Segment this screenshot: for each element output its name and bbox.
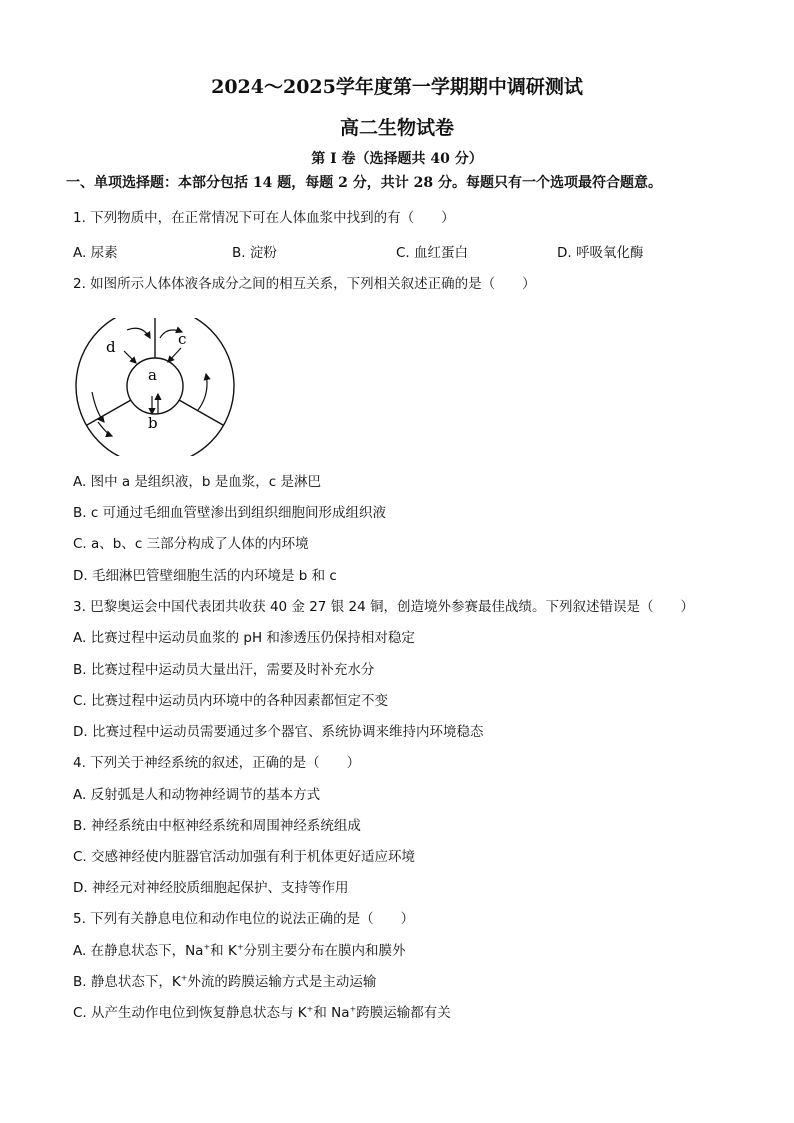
q5-b-text-2: 外流的跨膜运输方式是主动运输 xyxy=(187,974,377,990)
question-3-stem: 3. 巴黎奥运会中国代表团共收获 40 金 27 银 24 铜，创造境外参赛最佳战绩。下列叙述错误是（ ） xyxy=(73,599,694,615)
q5-c-text-2: 和 Na xyxy=(313,1005,350,1021)
label-c: c xyxy=(178,330,187,348)
q5-a-text-3: 分别主要分布在膜内和膜外 xyxy=(243,943,406,959)
question-4-stem: 4. 下列关于神经系统的叙述，正确的是（ ） xyxy=(73,755,361,771)
question-5-stem: 5. 下列有关静息电位和动作电位的说法正确的是（ ） xyxy=(73,911,415,927)
divider-right xyxy=(179,400,223,425)
exam-subtitle: 高二生物试卷 xyxy=(339,117,454,139)
q1-option-c: C. 血红蛋白 xyxy=(396,245,469,261)
q5-a-text-1: A. 在静息状态下，Na xyxy=(73,943,204,959)
exam-title: 2024～2025学年度第一学期期中调研测试 xyxy=(211,76,583,98)
label-b: b xyxy=(148,414,158,432)
q5-c-text-3: 跨膜运输都有关 xyxy=(356,1005,451,1021)
q2-option-d: D. 毛细淋巴管壁细胞生活的内环境是 b 和 c xyxy=(73,568,337,584)
q3-option-a: A. 比赛过程中运动员血浆的 pH 和渗透压仍保持相对稳定 xyxy=(73,630,415,646)
arrow-top-left xyxy=(127,328,150,338)
section-heading: 一、单项选择题：本部分包括 14 题，每题 2 分，共计 28 分。每题只有一个选项最符合题意。 xyxy=(66,175,662,191)
q3-option-b: B. 比赛过程中运动员大量出汗，需要及时补充水分 xyxy=(73,662,375,678)
q2-option-b: B. c 可通过毛细血管壁渗出到组织细胞间形成组织液 xyxy=(73,505,387,521)
question-2-stem: 2. 如图所示人体体液各成分之间的相互关系，下列相关叙述正确的是（ ） xyxy=(73,276,536,292)
q5-option-b xyxy=(73,970,376,990)
q4-option-d: D. 神经元对神经胶质细胞起保护、支持等作用 xyxy=(73,880,349,896)
q5-c-sup-2: + xyxy=(349,1004,357,1014)
arrow-left-2 xyxy=(98,422,112,436)
q5-option-c xyxy=(73,1001,451,1021)
arrow-left-1 xyxy=(92,392,104,422)
q4-option-a: A. 反射弧是人和动物神经调节的基本方式 xyxy=(73,787,321,803)
question-1-stem: 1. 下列物质中，在正常情况下可在人体血浆中找到的有（ ） xyxy=(73,210,455,226)
arrow-c-to-a xyxy=(168,348,181,362)
q5-a-sup-1: + xyxy=(203,942,211,952)
q5-a-text-2: 和 K xyxy=(210,943,237,959)
label-d: d xyxy=(106,338,116,356)
q2-option-c: C. a、b、c 三部分构成了人体的内环境 xyxy=(73,536,309,552)
divider-left xyxy=(87,400,131,425)
q3-option-c: C. 比赛过程中运动员内环境中的各种因素都恒定不变 xyxy=(73,693,389,709)
q1-option-d: D. 呼吸氧化酶 xyxy=(557,245,644,261)
q4-option-c: C. 交感神经使内脏器官活动加强有利于机体更好适应环境 xyxy=(73,849,416,865)
body-fluid-diagram-svg xyxy=(72,318,238,456)
q2-option-a: A. 图中 a 是组织液，b 是血浆，c 是淋巴 xyxy=(73,474,322,490)
label-a: a xyxy=(148,366,157,384)
arrow-right xyxy=(198,374,207,410)
part-label: 第 I 卷（选择题共 40 分） xyxy=(311,151,483,167)
q5-b-text-1: B. 静息状态下，K xyxy=(73,974,181,990)
body-fluid-diagram xyxy=(72,318,238,456)
q5-c-sup-1: + xyxy=(306,1004,314,1014)
q4-option-b: B. 神经系统由中枢神经系统和周围神经系统组成 xyxy=(73,818,361,834)
q1-option-a: A. 尿素 xyxy=(73,245,118,261)
arrow-d-to-a xyxy=(124,351,136,363)
q5-a-sup-2: + xyxy=(236,942,244,952)
q5-option-a xyxy=(73,939,406,959)
q3-option-d: D. 比赛过程中运动员需要通过多个器官、系统协调来维持内环境稳态 xyxy=(73,724,484,740)
q1-option-b: B. 淀粉 xyxy=(232,245,277,261)
q5-b-sup-1: + xyxy=(180,973,188,983)
q5-c-text-1: C. 从产生动作电位到恢复静息状态与 K xyxy=(73,1005,307,1021)
